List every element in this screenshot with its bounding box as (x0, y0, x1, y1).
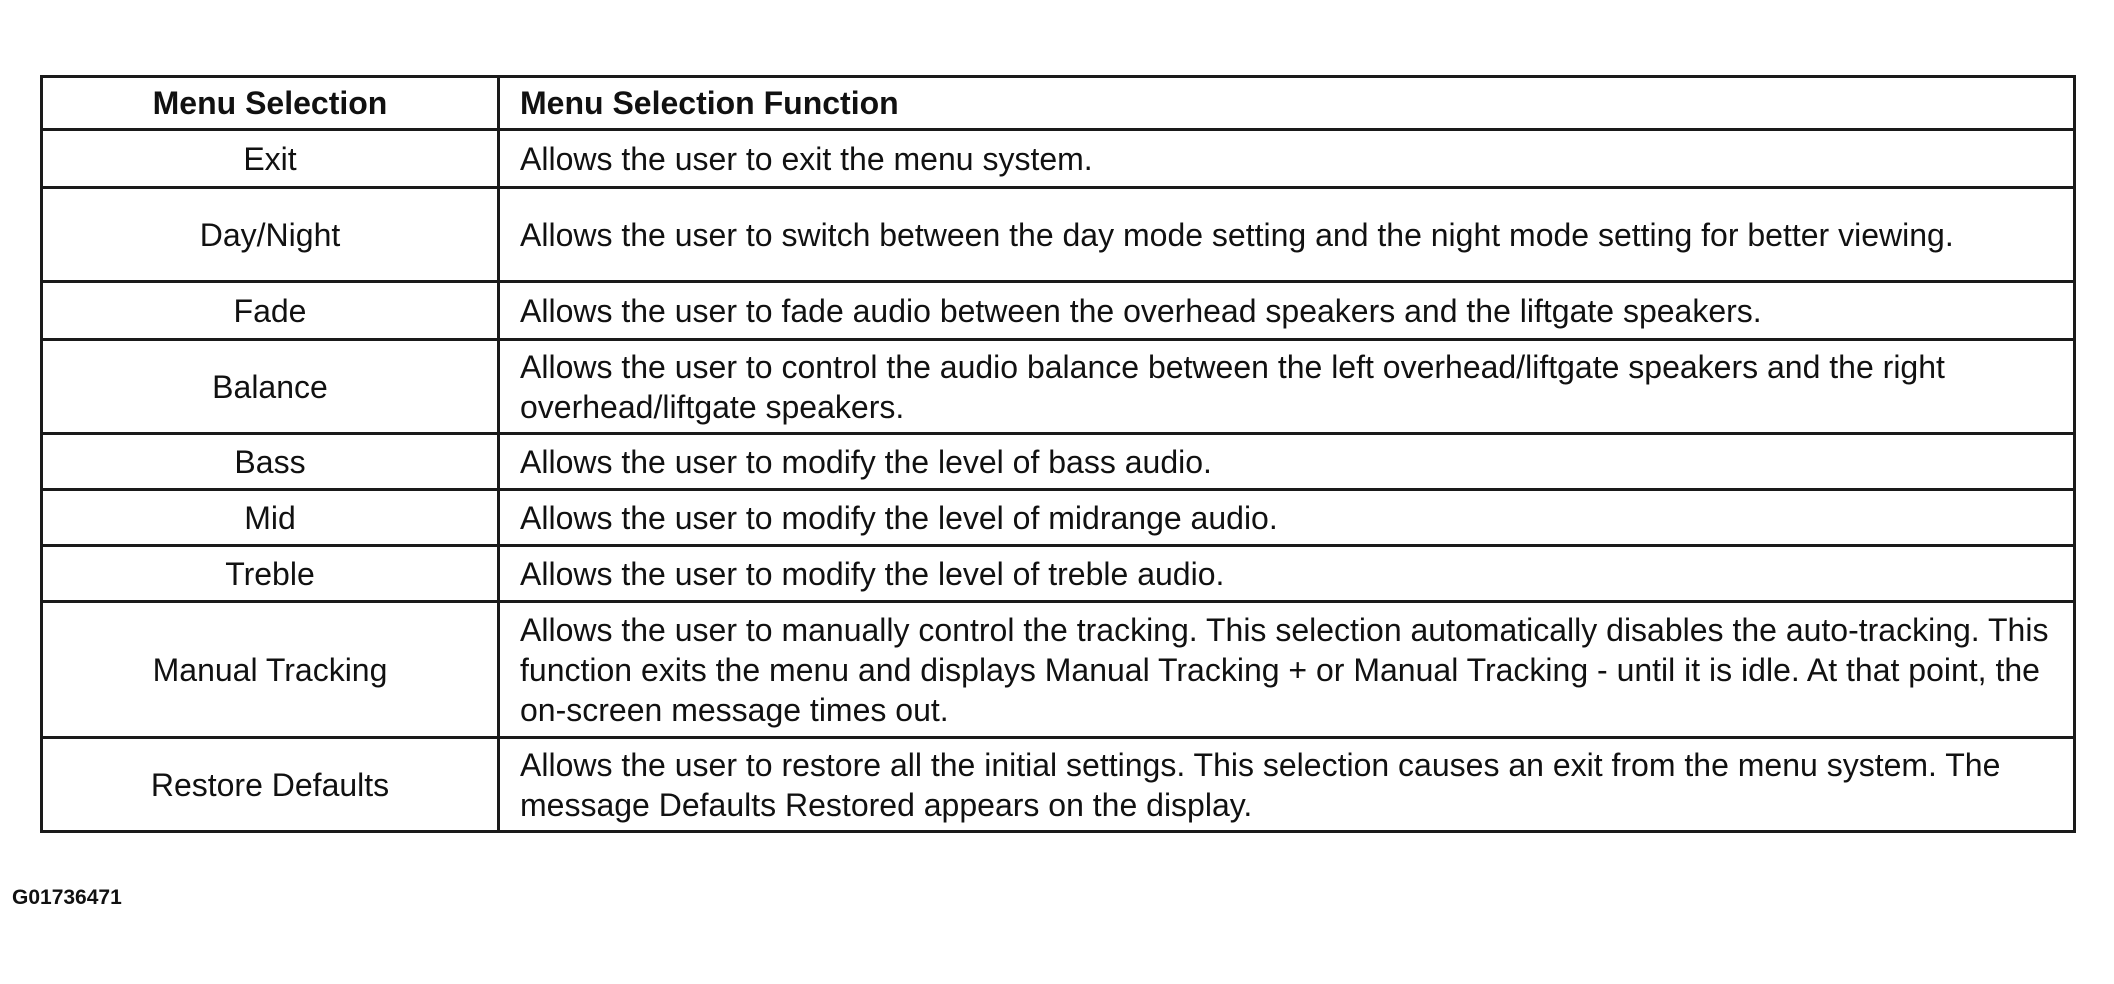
function-cell: Allows the user to exit the menu system. (499, 130, 2075, 188)
menu-selection-cell: Bass (42, 434, 499, 490)
table-row (42, 130, 2075, 188)
function-cell: Allows the user to switch between the day mode setting and the night mode setting for better viewing. (499, 188, 2075, 282)
table-row (42, 340, 2075, 434)
table-header-row (42, 77, 2075, 130)
column-header-menu-selection-function: Menu Selection Function (499, 77, 2075, 130)
function-cell: Allows the user to control the audio balance between the left overhead/liftgate speakers and the right overhead/liftgate speakers. (499, 340, 2075, 434)
function-cell: Allows the user to modify the level of treble audio. (499, 546, 2075, 602)
table-row (42, 602, 2075, 738)
menu-selection-cell: Exit (42, 130, 499, 188)
menu-selection-cell: Mid (42, 490, 499, 546)
menu-selection-cell: Restore Defaults (42, 738, 499, 832)
table-row (42, 188, 2075, 282)
menu-selection-table (40, 75, 2076, 833)
table-row (42, 490, 2075, 546)
function-cell: Allows the user to manually control the tracking. This selection automatically disables the auto-tracking. This function exits the menu and displays Manual Tracking + or Manual Tracking - until it is idle. At that point, the on-screen message times out. (499, 602, 2075, 738)
function-cell: Allows the user to restore all the initial settings. This selection causes an exit from the menu system. The message Defaults Restored appears on the display. (499, 738, 2075, 832)
function-cell: Allows the user to modify the level of bass audio. (499, 434, 2075, 490)
table-row (42, 546, 2075, 602)
table-row (42, 282, 2075, 340)
menu-selection-cell: Day/Night (42, 188, 499, 282)
column-header-menu-selection: Menu Selection (42, 77, 499, 130)
table-row (42, 434, 2075, 490)
table-row (42, 738, 2075, 832)
menu-selection-cell: Balance (42, 340, 499, 434)
menu-selection-cell: Fade (42, 282, 499, 340)
figure-id-label: G01736471 (12, 886, 122, 909)
menu-selection-cell: Treble (42, 546, 499, 602)
function-cell: Allows the user to modify the level of midrange audio. (499, 490, 2075, 546)
menu-selection-cell: Manual Tracking (42, 602, 499, 738)
function-cell: Allows the user to fade audio between the overhead speakers and the liftgate speakers. (499, 282, 2075, 340)
